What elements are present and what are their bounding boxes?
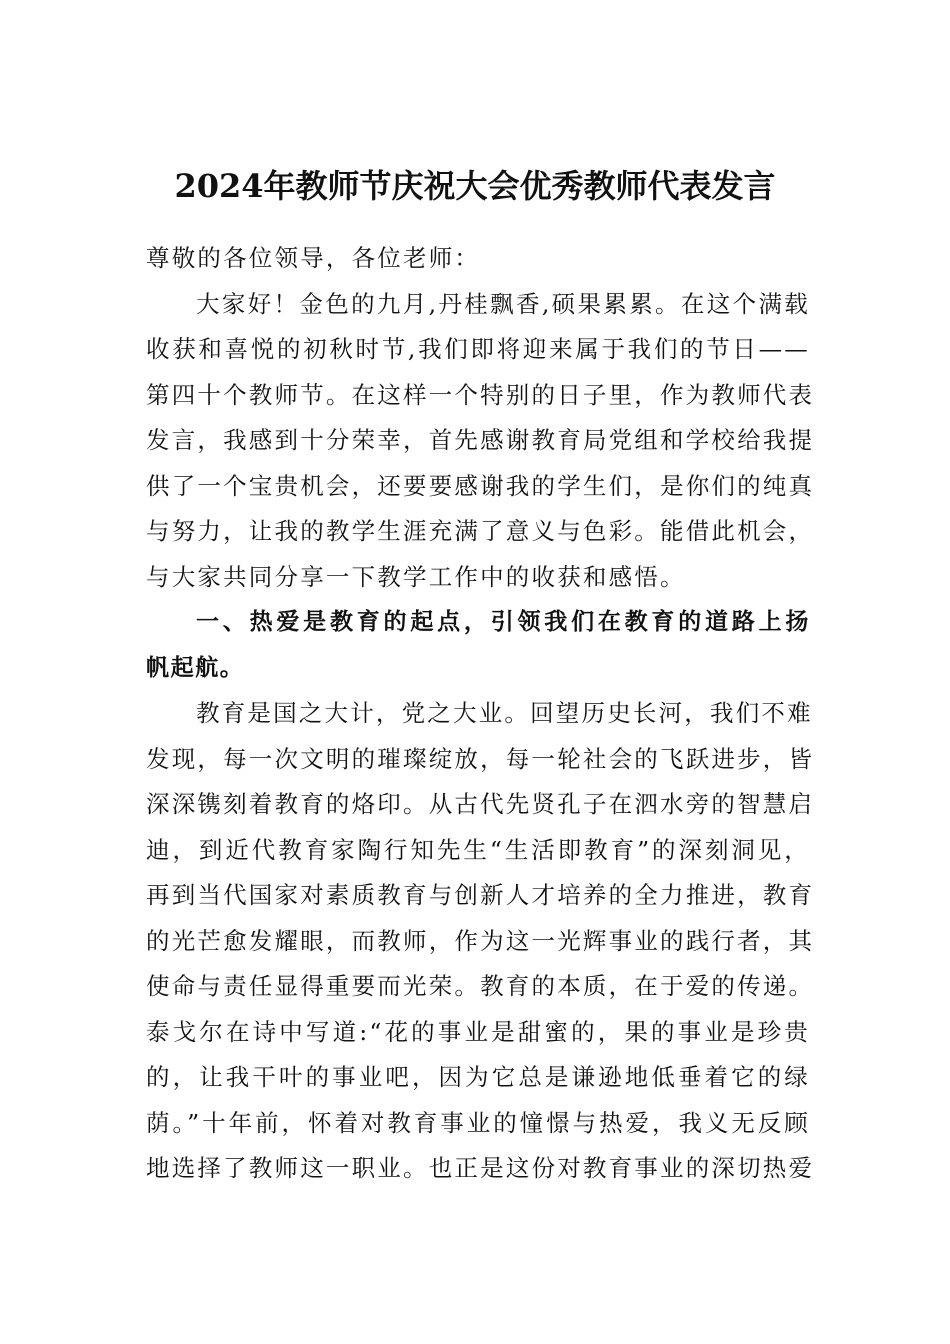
paragraph-line: 与大家共同分享一下教学工作中的收获和感悟。 xyxy=(146,562,686,591)
paragraph-line: 与努力，让我的教学生涯充满了意义与色彩。能借此机会， xyxy=(146,517,815,545)
paragraph-line: 泰戈尔在诗中写道:“花的事业是甜蜜的，果的事业是珍贵 xyxy=(146,1017,810,1046)
paragraph-line: 深深镌刻着教育的烙印。从古代先贤孔子在泗水旁的智慧启 xyxy=(146,790,815,818)
document-title: 2024年教师节庆祝大会优秀教师代表发言 xyxy=(174,167,776,205)
salutation-line: 尊敬的各位领导，各位老师： xyxy=(146,244,481,272)
paragraph-line: 荫。”十年前，怀着对教育事业的憧憬与热爱，我义无反顾 xyxy=(146,1108,810,1137)
paragraph-line: 大家好！金色的九月,丹桂飘香,硕果累累。在这个满载 xyxy=(196,289,810,318)
paragraph-line: 使命与责任显得重要而光荣。教育的本质，在于爱的传递。 xyxy=(146,972,815,1000)
paragraph-line: 供了一个宝贵机会，还要要感谢我的学生们，是你们的纯真 xyxy=(146,471,815,500)
paragraph-line: 迪，到近代教育家陶行知先生“生活即教育”的深刻洞见， xyxy=(146,835,810,864)
paragraph-line: 教育是国之大计，党之大业。回望历史长河，我们不难 xyxy=(196,699,813,727)
paragraph-line: 再到当代国家对素质教育与创新人才培养的全力推进，教育 xyxy=(146,881,815,909)
paragraph-line: 地选择了教师这一职业。也正是这份对教育事业的深切热爱 xyxy=(146,1154,815,1182)
paragraph-line: 发现，每一次文明的璀璨绽放，每一轮社会的飞跃进步，皆 xyxy=(146,744,815,773)
paragraph-line: 发言，我感到十分荣幸，首先感谢教育局党组和学校给我提 xyxy=(146,426,815,454)
paragraph-line: 的光芒愈发耀眼，而教师，作为这一光辉事业的践行者，其 xyxy=(146,926,815,955)
paragraph-line: 的，让我干叶的事业吧，因为它总是谦逊地低垂着它的绿 xyxy=(146,1063,810,1091)
paragraph-line: 第四十个教师节。在这样一个特别的日子里，作为教师代表 xyxy=(146,380,815,409)
paragraph-line: 收获和喜悦的初秋时节,我们即将迎来属于我们的节日—— xyxy=(146,335,810,363)
section-heading-line: 一、热爱是教育的起点，引领我们在教育的道路上扬 xyxy=(196,609,810,635)
document-body xyxy=(146,236,815,1192)
section-heading-line: 帆起航。 xyxy=(146,654,245,681)
